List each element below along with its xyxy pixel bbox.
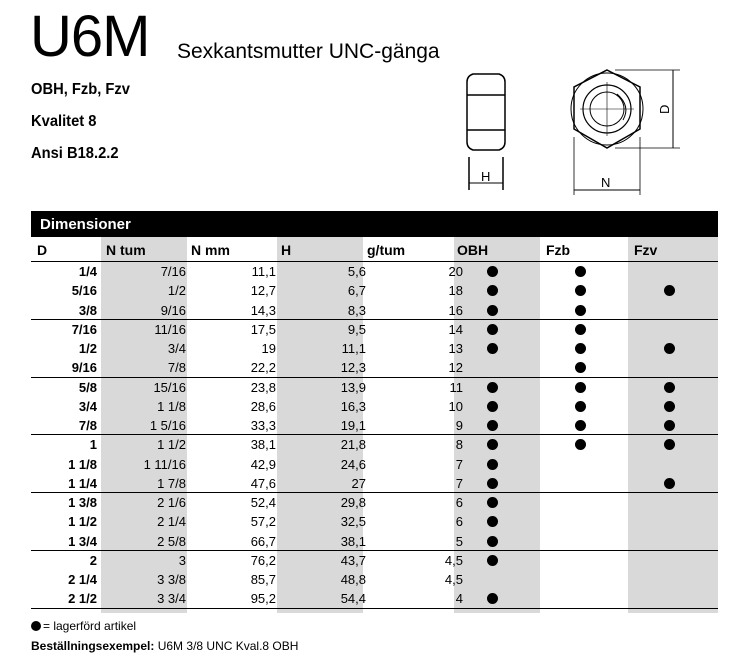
cell-n-mm: 33,3 bbox=[250, 418, 276, 433]
table-row bbox=[31, 339, 718, 358]
table-title-bar bbox=[31, 211, 718, 237]
stock-dot-obh bbox=[487, 343, 498, 354]
cell-g-tum: 6 bbox=[455, 495, 463, 510]
cell-g-tum: 5 bbox=[455, 533, 463, 549]
stock-dot-fzb bbox=[575, 401, 586, 412]
table-row bbox=[31, 435, 718, 454]
cell-g-tum: 8 bbox=[455, 437, 463, 453]
cell-n-tum: 1 5/16 bbox=[149, 418, 186, 433]
cell-h: 13,9 bbox=[340, 379, 366, 395]
cell-d: 2 1/4 bbox=[68, 572, 97, 587]
cell-n-mm: 22,2 bbox=[250, 360, 276, 376]
stock-dot-obh bbox=[487, 382, 498, 393]
stock-dot-obh bbox=[487, 420, 498, 431]
cell-n-tum: 1 1/8 bbox=[157, 398, 186, 414]
table-row bbox=[31, 493, 718, 512]
spec-quality: Kvalitet 8 bbox=[31, 113, 97, 130]
cell-d: 2 1/2 bbox=[68, 591, 97, 607]
cell-h: 9,5 bbox=[347, 321, 366, 337]
table-row bbox=[31, 281, 718, 300]
stock-dot-fzb bbox=[575, 343, 586, 354]
cell-d: 5/8 bbox=[78, 379, 97, 395]
stock-dot-fzv bbox=[664, 401, 675, 412]
product-code: U6M bbox=[30, 4, 150, 69]
cell-n-mm: 42,9 bbox=[250, 456, 276, 472]
spec-finish: OBH, Fzb, Fzv bbox=[31, 81, 130, 98]
stock-dot-fzb bbox=[575, 324, 586, 335]
order-example bbox=[31, 639, 298, 653]
stock-dot-obh bbox=[487, 593, 498, 604]
table-row bbox=[31, 474, 718, 493]
stock-dot-obh bbox=[487, 555, 498, 566]
col-d: D bbox=[37, 242, 48, 258]
stock-dot-obh bbox=[487, 497, 498, 508]
stock-dot-obh bbox=[487, 401, 498, 412]
cell-d: 7/16 bbox=[71, 321, 97, 337]
cell-h: 6,7 bbox=[347, 283, 366, 299]
cell-n-mm: 12,7 bbox=[250, 283, 276, 299]
cell-d: 7/8 bbox=[78, 418, 97, 433]
cell-n-tum: 1 1/2 bbox=[157, 437, 186, 453]
stock-dot-fzb bbox=[575, 305, 586, 316]
dimension-h-label: H bbox=[481, 169, 491, 184]
cell-n-tum: 11/16 bbox=[154, 321, 186, 337]
cell-h: 12,3 bbox=[340, 360, 366, 376]
cell-d: 1 1/2 bbox=[68, 514, 97, 530]
cell-n-tum: 1 11/16 bbox=[143, 456, 186, 472]
table-row bbox=[31, 532, 718, 551]
stock-dot-fzv bbox=[664, 343, 675, 354]
cell-d: 9/16 bbox=[71, 360, 97, 376]
cell-n-mm: 17,5 bbox=[250, 321, 276, 337]
cell-n-mm: 38,1 bbox=[250, 437, 276, 453]
cell-n-mm: 14,3 bbox=[250, 302, 276, 318]
cell-n-tum: 9/16 bbox=[160, 302, 186, 318]
stock-dot-obh bbox=[487, 459, 498, 470]
table-row bbox=[31, 397, 718, 416]
table-row bbox=[31, 416, 718, 435]
table-title: Dimensioner bbox=[40, 216, 131, 233]
cell-h: 16,3 bbox=[340, 398, 366, 414]
hex-nut-diagram bbox=[455, 62, 695, 197]
cell-n-tum: 3 3/8 bbox=[157, 572, 186, 587]
cell-n-tum: 1/2 bbox=[167, 283, 186, 299]
table-row bbox=[31, 589, 718, 608]
cell-n-mm: 47,6 bbox=[250, 475, 276, 491]
cell-n-tum: 2 1/6 bbox=[157, 495, 186, 510]
cell-d: 1 1/8 bbox=[68, 456, 97, 472]
table-row bbox=[31, 551, 718, 570]
cell-h: 27 bbox=[351, 475, 366, 491]
cell-g-tum: 6 bbox=[455, 514, 463, 530]
cell-n-tum: 2 5/8 bbox=[157, 533, 186, 549]
dimension-d-label: D bbox=[657, 104, 672, 114]
cell-h: 11,1 bbox=[341, 341, 366, 356]
spec-standard: Ansi B18.2.2 bbox=[31, 145, 119, 162]
product-description: Sexkantsmutter UNC-gänga bbox=[177, 40, 440, 63]
cell-n-tum: 3 bbox=[178, 552, 186, 568]
cell-h: 21,8 bbox=[340, 437, 366, 453]
nut-top-view bbox=[571, 70, 680, 195]
cell-g-tum: 4,5 bbox=[444, 572, 463, 587]
cell-n-tum: 3/4 bbox=[167, 341, 186, 356]
stock-dot-fzb bbox=[575, 420, 586, 431]
stock-dot-obh bbox=[487, 536, 498, 547]
col-fzv: Fzv bbox=[634, 242, 658, 258]
cell-n-mm: 57,2 bbox=[250, 514, 276, 530]
stock-dot-obh bbox=[487, 266, 498, 277]
cell-g-tum: 16 bbox=[448, 302, 463, 318]
table-row bbox=[31, 301, 718, 320]
dimension-n-label: N bbox=[601, 175, 611, 190]
cell-h: 38,1 bbox=[340, 533, 366, 549]
cell-n-mm: 23,8 bbox=[250, 379, 276, 395]
cell-h: 24,6 bbox=[340, 456, 366, 472]
cell-d: 1 bbox=[89, 437, 97, 453]
cell-n-mm: 28,6 bbox=[250, 398, 276, 414]
col-h: H bbox=[281, 242, 292, 258]
cell-d: 1 3/4 bbox=[68, 533, 97, 549]
cell-n-mm: 66,7 bbox=[250, 533, 276, 549]
stock-dot-obh bbox=[487, 305, 498, 316]
cell-d: 1 1/4 bbox=[68, 475, 97, 491]
stock-dot-obh bbox=[487, 439, 498, 450]
cell-d: 1/2 bbox=[78, 341, 97, 356]
cell-n-mm: 95,2 bbox=[250, 591, 276, 607]
col-n-tum: N tum bbox=[106, 242, 146, 258]
cell-g-tum: 13 bbox=[448, 341, 463, 356]
cell-h: 5,6 bbox=[347, 264, 366, 279]
cell-h: 48,8 bbox=[340, 572, 366, 587]
stock-dot-fzv bbox=[664, 420, 675, 431]
stock-dot-fzv bbox=[664, 382, 675, 393]
order-example-value: U6M 3/8 UNC Kval.8 OBH bbox=[157, 639, 299, 653]
table-row bbox=[31, 358, 718, 377]
table-row bbox=[31, 378, 718, 397]
stock-dot-obh bbox=[487, 324, 498, 335]
legend bbox=[31, 619, 136, 633]
cell-n-mm: 52,4 bbox=[250, 495, 276, 510]
cell-g-tum: 12 bbox=[448, 360, 463, 376]
stock-dot-fzb bbox=[575, 266, 586, 277]
stock-dot-fzv bbox=[664, 285, 675, 296]
stock-dot-fzv bbox=[664, 478, 675, 489]
cell-h: 54,4 bbox=[340, 591, 366, 607]
col-g-tum: g/tum bbox=[367, 242, 406, 258]
cell-n-tum: 1 7/8 bbox=[157, 475, 186, 491]
cell-d: 5/16 bbox=[71, 283, 97, 299]
cell-n-tum: 7/16 bbox=[160, 264, 186, 279]
cell-g-tum: 20 bbox=[448, 264, 463, 279]
cell-h: 43,7 bbox=[340, 552, 366, 568]
cell-g-tum: 11 bbox=[449, 379, 463, 395]
order-example-label: Beställningsexempel: bbox=[31, 639, 155, 653]
cell-d: 3/8 bbox=[78, 302, 97, 318]
table-row bbox=[31, 455, 718, 474]
stock-dot-obh bbox=[487, 516, 498, 527]
cell-g-tum: 4 bbox=[455, 591, 463, 607]
cell-h: 19,1 bbox=[340, 418, 366, 433]
col-obh: OBH bbox=[457, 242, 489, 258]
cell-n-tum: 7/8 bbox=[167, 360, 186, 376]
stock-dot-obh bbox=[487, 478, 498, 489]
cell-g-tum: 7 bbox=[455, 456, 463, 472]
col-n-mm: N mm bbox=[191, 242, 230, 258]
cell-g-tum: 4,5 bbox=[444, 552, 463, 568]
group-divider bbox=[31, 608, 718, 609]
cell-d: 1 3/8 bbox=[68, 495, 97, 510]
cell-d: 1/4 bbox=[78, 264, 97, 279]
cell-g-tum: 10 bbox=[448, 398, 463, 414]
col-fzb: Fzb bbox=[546, 242, 571, 258]
cell-n-mm: 11,1 bbox=[251, 264, 276, 279]
stock-dot-obh bbox=[487, 285, 498, 296]
stock-dot-fzb bbox=[575, 362, 586, 373]
cell-h: 29,8 bbox=[340, 495, 366, 510]
cell-g-tum: 7 bbox=[455, 475, 463, 491]
cell-n-tum: 2 1/4 bbox=[157, 514, 186, 530]
cell-n-mm: 76,2 bbox=[250, 552, 276, 568]
stock-dot-fzv bbox=[664, 439, 675, 450]
cell-h: 32,5 bbox=[340, 514, 366, 530]
table-row bbox=[31, 320, 718, 339]
cell-g-tum: 9 bbox=[455, 418, 463, 433]
column-header-row bbox=[31, 237, 718, 262]
cell-n-tum: 15/16 bbox=[153, 379, 186, 395]
table-row bbox=[31, 262, 718, 281]
stock-dot-fzb bbox=[575, 439, 586, 450]
cell-h: 8,3 bbox=[347, 302, 366, 318]
cell-g-tum: 14 bbox=[448, 321, 463, 337]
table-row bbox=[31, 570, 718, 589]
cell-n-tum: 3 3/4 bbox=[157, 591, 186, 607]
cell-d: 2 bbox=[89, 552, 97, 568]
table-row bbox=[31, 512, 718, 531]
cell-d: 3/4 bbox=[78, 398, 97, 414]
cell-n-mm: 85,7 bbox=[250, 572, 276, 587]
cell-g-tum: 18 bbox=[448, 283, 463, 299]
stock-dot-icon bbox=[31, 621, 41, 631]
stock-dot-fzb bbox=[575, 382, 586, 393]
legend-text: = lagerförd artikel bbox=[43, 619, 137, 633]
cell-n-mm: 19 bbox=[261, 341, 276, 356]
stock-dot-fzb bbox=[575, 285, 586, 296]
